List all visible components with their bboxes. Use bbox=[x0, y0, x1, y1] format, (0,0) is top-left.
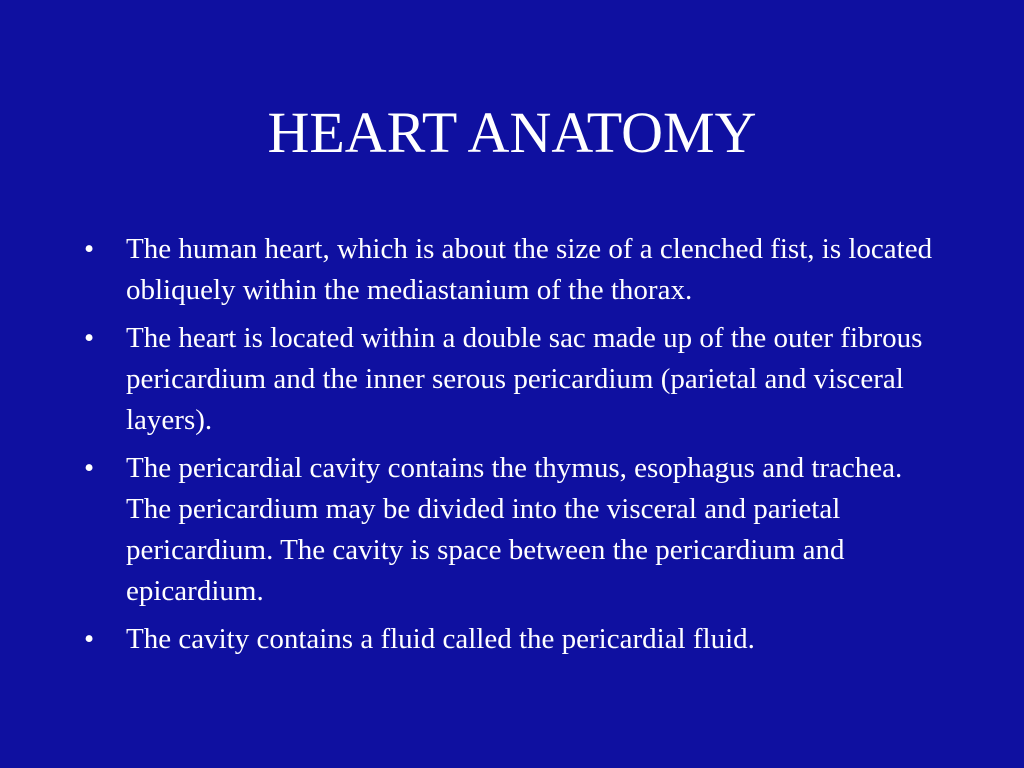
bullet-text: The cavity contains a fluid called the pericardial fluid. bbox=[126, 623, 755, 655]
bullet-item bbox=[84, 619, 954, 660]
bullet-text: The heart is located within a double sac made up of the outer fibrous pericardium and the inner serous pericardium (parietal and visceral layers). bbox=[126, 322, 923, 436]
bullet-item bbox=[84, 229, 954, 311]
bullet-point-icon: • bbox=[84, 233, 95, 265]
bullet-item bbox=[84, 448, 954, 612]
bullet-text: The human heart, which is about the size of a clenched fist, is located obliquely within the mediastanium of the thorax. bbox=[126, 233, 933, 306]
bullet-point-icon: • bbox=[84, 322, 95, 354]
bullet-item bbox=[84, 318, 954, 441]
bullet-list bbox=[84, 229, 954, 667]
bullet-point-icon: • bbox=[84, 623, 95, 655]
slide-title: HEART ANATOMY bbox=[267, 100, 757, 165]
bullet-text: The pericardial cavity contains the thymus, esophagus and trachea. The pericardium may be divided into the visceral and parietal pericardium. The cavity is space between the pericardium and epicardium. bbox=[126, 452, 903, 607]
bullet-point-icon: • bbox=[84, 452, 95, 484]
